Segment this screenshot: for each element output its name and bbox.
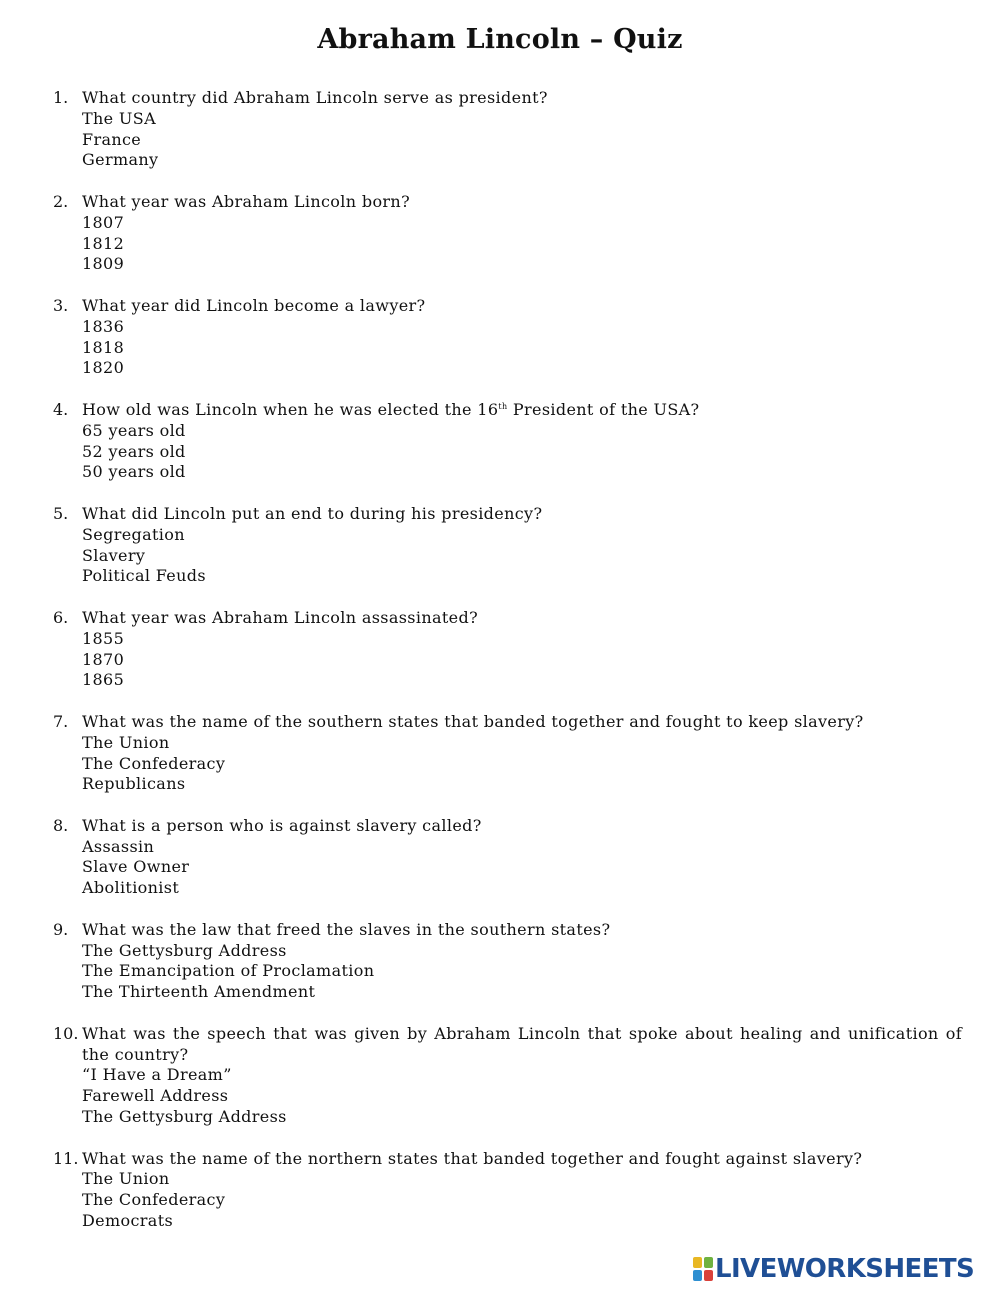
answer-option[interactable]: Democrats bbox=[82, 1211, 174, 1231]
question-text: What is a person who is against slavery called? bbox=[82, 815, 482, 835]
answer-option[interactable]: 1820 bbox=[82, 358, 125, 378]
answer-option[interactable]: Slavery bbox=[82, 545, 146, 565]
question-text: What year did Lincoln become a lawyer? bbox=[82, 295, 426, 315]
logo-square-l bbox=[693, 1257, 702, 1268]
question-text: What was the name of the northern states that banded together and fought against slavery? bbox=[82, 1148, 863, 1168]
answer-option[interactable]: The Union bbox=[82, 732, 170, 752]
answer-option[interactable]: 1836 bbox=[82, 316, 125, 336]
answer-option[interactable]: The Confederacy bbox=[82, 1190, 226, 1210]
answer-option[interactable]: 1855 bbox=[82, 628, 125, 648]
question-9 bbox=[0, 920, 1000, 1003]
question-number: 10. bbox=[53, 1023, 79, 1043]
answer-option[interactable]: 50 years old bbox=[82, 462, 186, 482]
answer-option[interactable]: Republicans bbox=[82, 774, 186, 794]
page-title: Abraham Lincoln – Quiz bbox=[317, 24, 683, 55]
question-number: 5. bbox=[53, 503, 69, 523]
question-text: What was the speech that was given by Abraham Lincoln that spoke about healing and unification of the country? bbox=[82, 1023, 962, 1064]
question-number: 6. bbox=[53, 607, 69, 627]
question-8 bbox=[0, 816, 1000, 899]
answer-option[interactable]: The Gettysburg Address bbox=[82, 940, 287, 960]
question-text: What country did Abraham Lincoln serve as president? bbox=[82, 88, 548, 107]
question-text: What year was Abraham Lincoln assassinated? bbox=[82, 607, 479, 627]
logo-square-i bbox=[704, 1257, 713, 1268]
answer-option[interactable]: The Thirteenth Amendment bbox=[82, 982, 316, 1002]
logo-text: LIVEWORKSHEETS bbox=[715, 1254, 975, 1284]
question-7 bbox=[0, 712, 1000, 795]
answer-option[interactable]: Farewell Address bbox=[82, 1086, 229, 1106]
answer-option[interactable]: Segregation bbox=[82, 524, 185, 544]
answer-option[interactable]: 1870 bbox=[82, 649, 125, 669]
question-10 bbox=[0, 1024, 1000, 1128]
question-number: 1. bbox=[53, 88, 69, 107]
question-number: 4. bbox=[53, 399, 69, 419]
question-3 bbox=[0, 296, 1000, 379]
answer-option[interactable]: “I Have a Dream” bbox=[82, 1065, 232, 1085]
answer-option[interactable]: The Emancipation of Proclamation bbox=[82, 961, 375, 981]
answer-option[interactable]: The Confederacy bbox=[82, 753, 226, 773]
quiz-questions bbox=[0, 88, 1000, 1253]
answer-option[interactable]: The USA bbox=[82, 108, 156, 128]
answer-option[interactable]: 1865 bbox=[82, 670, 125, 690]
liveworksheets-logo[interactable] bbox=[693, 1254, 974, 1284]
answer-option[interactable]: 1809 bbox=[82, 254, 125, 274]
answer-option[interactable]: The Gettysburg Address bbox=[82, 1107, 287, 1127]
answer-option[interactable]: The Union bbox=[82, 1169, 170, 1189]
logo-square-v bbox=[693, 1270, 702, 1281]
answer-option[interactable]: Political Feuds bbox=[82, 566, 206, 586]
answer-option[interactable]: Abolitionist bbox=[82, 878, 180, 898]
question-4 bbox=[0, 400, 1000, 483]
answer-option[interactable]: Germany bbox=[82, 150, 159, 170]
question-11 bbox=[0, 1149, 1000, 1232]
answer-option[interactable]: 1807 bbox=[82, 212, 125, 232]
liveworksheets-logo-icon bbox=[693, 1257, 713, 1281]
question-5 bbox=[0, 504, 1000, 587]
question-text: What did Lincoln put an end to during his presidency? bbox=[82, 503, 543, 523]
ordinal-suffix: th bbox=[498, 401, 508, 411]
answer-option[interactable]: 1812 bbox=[82, 233, 125, 253]
question-text bbox=[82, 400, 962, 421]
question-number: 8. bbox=[53, 815, 69, 835]
question-number: 9. bbox=[53, 919, 69, 939]
question-text: What was the law that freed the slaves in the southern states? bbox=[82, 919, 611, 939]
answer-option[interactable]: 52 years old bbox=[82, 441, 186, 461]
question-number: 7. bbox=[53, 711, 69, 731]
answer-option[interactable]: France bbox=[82, 129, 142, 149]
question-number: 2. bbox=[53, 191, 69, 211]
question-2 bbox=[0, 192, 1000, 275]
question-6 bbox=[0, 608, 1000, 691]
question-number: 11. bbox=[53, 1148, 79, 1168]
answer-option[interactable]: Assassin bbox=[82, 836, 155, 856]
question-text-part: How old was Lincoln when he was elected the 16 bbox=[82, 399, 499, 419]
answer-option[interactable]: Slave Owner bbox=[82, 857, 190, 877]
answer-option[interactable]: 1818 bbox=[82, 337, 125, 357]
question-text-part: President of the USA? bbox=[507, 399, 700, 419]
question-number: 3. bbox=[53, 295, 69, 315]
logo-square-e bbox=[704, 1270, 713, 1281]
answer-option[interactable]: 65 years old bbox=[82, 420, 186, 440]
question-text: What year was Abraham Lincoln born? bbox=[82, 191, 411, 211]
question-1 bbox=[0, 88, 1000, 171]
question-text: What was the name of the southern states that banded together and fought to keep slavery? bbox=[82, 711, 864, 731]
